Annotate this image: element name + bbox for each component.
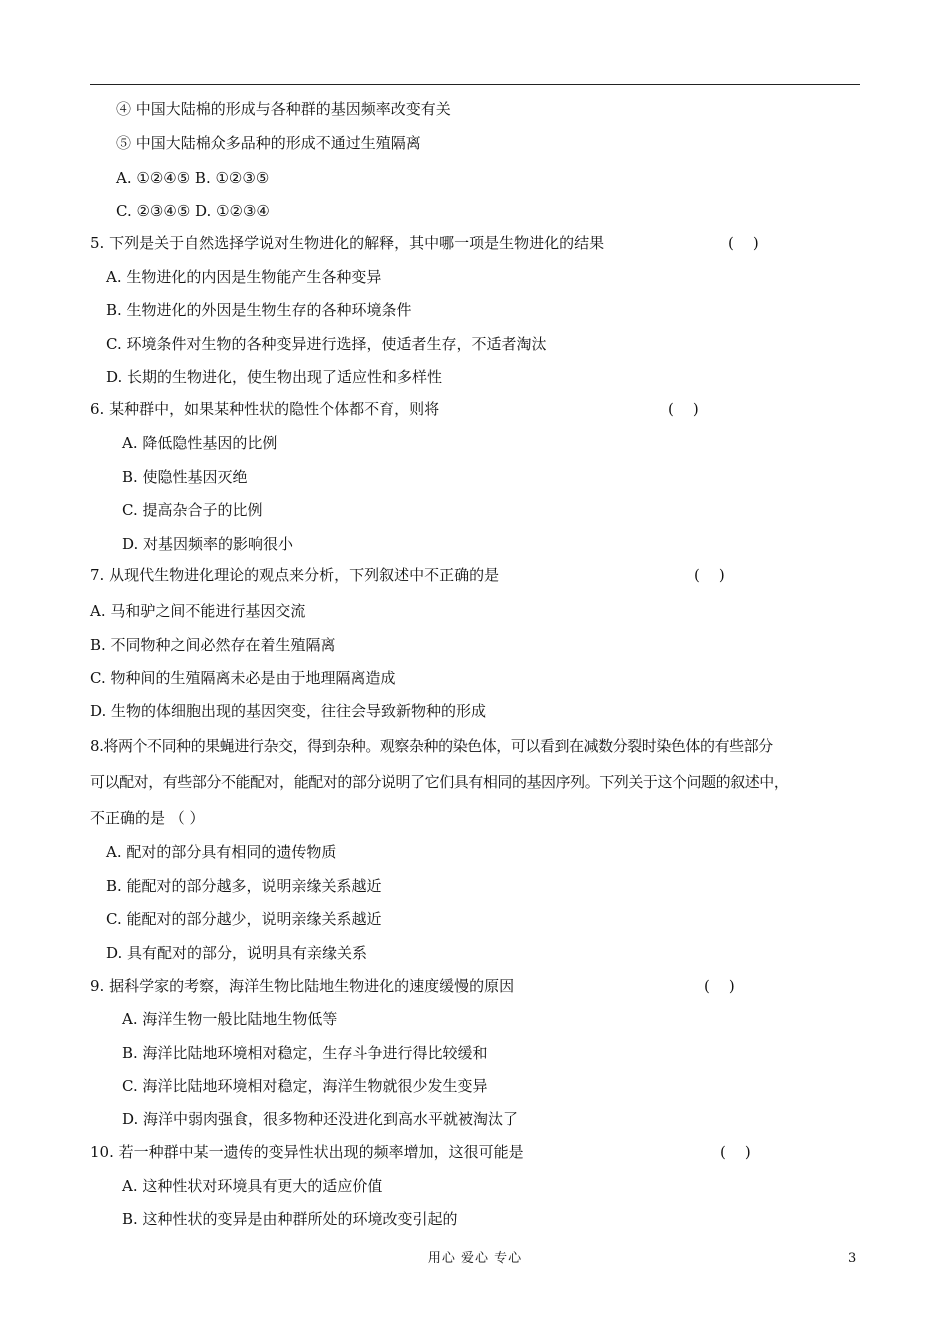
question-8-line-3: 不正确的是 （ ）	[90, 809, 205, 827]
question-6-answer-blank: ( )	[668, 400, 699, 418]
option-5: ⑤ 中国大陆棉众多品种的形成不通过生殖隔离	[116, 134, 421, 152]
question-9-answer-blank: ( )	[704, 977, 735, 995]
header-rule	[90, 84, 860, 85]
question-10: 10. 若一种群中某一遗传的变异性状出现的频率增加，这很可能是	[90, 1143, 524, 1161]
q8-option-c: C. 能配对的部分越少，说明亲缘关系越近	[106, 910, 382, 928]
question-7: 7. 从现代生物进化理论的观点来分析，下列叙述中不正确的是	[90, 566, 500, 584]
q10-option-b: B. 这种性状的变异是由种群所处的环境改变引起的	[122, 1210, 458, 1228]
q7-option-d: D. 生物的体细胞出现的基因突变，往往会导致新物种的形成	[90, 702, 487, 720]
question-5: 5. 下列是关于自然选择学说对生物进化的解释，其中哪一项是生物进化的结果	[90, 234, 605, 252]
question-10-answer-blank: ( )	[720, 1143, 751, 1161]
q9-option-d: D. 海洋中弱肉强食，很多物种还没进化到高水平就被淘汰了	[122, 1110, 519, 1128]
q9-option-c: C. 海洋比陆地环境相对稳定，海洋生物就很少发生变异	[122, 1077, 488, 1095]
question-8-line-2: 可以配对，有些部分不能配对，能配对的部分说明了它们具有相同的基因序列。下列关于这个问题的叙述中，	[90, 773, 789, 791]
q7-option-b: B. 不同物种之间必然存在着生殖隔离	[90, 636, 336, 654]
q6-option-a: A. 降低隐性基因的比例	[122, 434, 278, 452]
q5-option-d: D. 长期的生物进化，使生物出现了适应性和多样性	[106, 368, 443, 386]
q9-option-a: A. 海洋生物一般比陆地生物低等	[122, 1010, 338, 1028]
q5-option-a: A. 生物进化的内因是生物能产生各种变异	[106, 268, 382, 286]
question-9: 9. 据科学家的考察，海洋生物比陆地生物进化的速度缓慢的原因	[90, 977, 515, 995]
q10-option-a: A. 这种性状对环境具有更大的适应价值	[122, 1177, 383, 1195]
q9-option-b: B. 海洋比陆地环境相对稳定，生存斗争进行得比较缓和	[122, 1044, 488, 1062]
q7-option-a: A. 马和驴之间不能进行基因交流	[90, 602, 306, 620]
footer-motto: 用心 爱心 专心	[427, 1251, 523, 1266]
q8-option-d: D. 具有配对的部分，说明具有亲缘关系	[106, 944, 368, 962]
q7-option-c: C. 物种间的生殖隔离未必是由于地理隔离造成	[90, 669, 396, 687]
q5-option-b: B. 生物进化的外因是生物生存的各种环境条件	[106, 301, 412, 319]
q4-choices-ab: A. ①②④⑤ B. ①②③⑤	[116, 169, 270, 187]
q8-option-a: A. 配对的部分具有相同的遗传物质	[106, 843, 337, 861]
question-6: 6. 某种群中，如果某种性状的隐性个体都不育，则将	[90, 400, 440, 418]
question-8-line-1: 8.将两个不同种的果蝇进行杂交，得到杂种。观察杂种的染色体，可以看到在减数分裂时染色体的有些部分	[90, 737, 773, 755]
page-number: 3	[848, 1251, 857, 1266]
q6-option-b: B. 使隐性基因灭绝	[122, 468, 248, 486]
question-5-answer-blank: ( )	[728, 234, 759, 252]
q6-option-c: C. 提高杂合子的比例	[122, 501, 263, 519]
q5-option-c: C. 环境条件对生物的各种变异进行选择，使适者生存，不适者淘汰	[106, 335, 547, 353]
q8-option-b: B. 能配对的部分越多，说明亲缘关系越近	[106, 877, 382, 895]
q4-choices-cd: C. ②③④⑤ D. ①②③④	[116, 202, 270, 220]
option-4: ④ 中国大陆棉的形成与各种群的基因频率改变有关	[116, 100, 451, 118]
question-7-answer-blank: ( )	[694, 566, 725, 584]
q6-option-d: D. 对基因频率的影响很小	[122, 535, 294, 553]
